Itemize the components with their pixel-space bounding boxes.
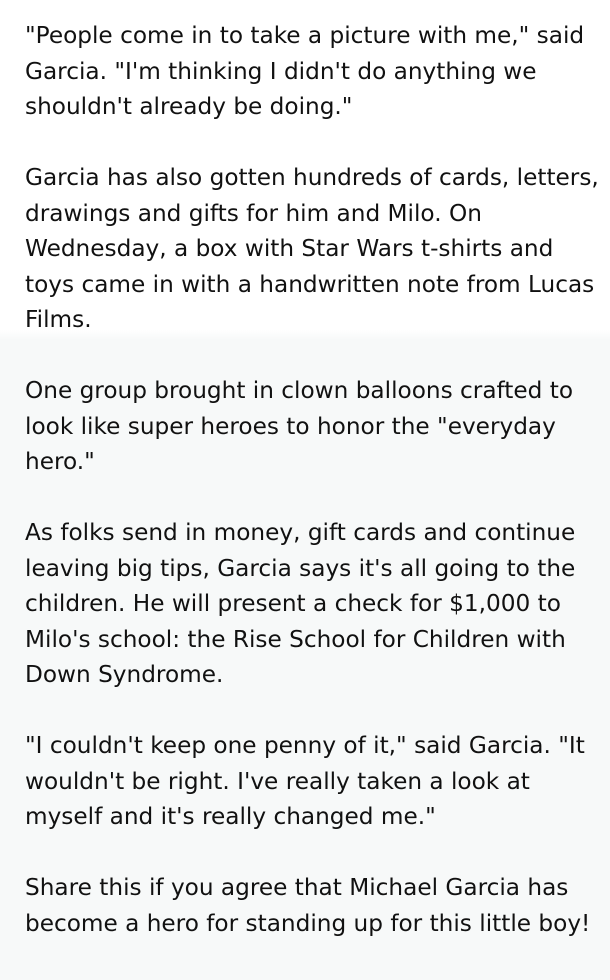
paragraph-picture-quote: "People come in to take a picture with me," said Garcia. "I'm thinking I didn't do anything we shouldn't already be doing.": [25, 22, 585, 120]
paragraph-penny-quote: "I couldn't keep one penny of it," said Garcia. "It wouldn't be right. I've really taken a look at myself and it's really changed me.": [25, 732, 585, 830]
paragraph-donations: As folks send in money, gift cards and continue leaving big tips, Garcia says it's all going to the children. He will present a check for $1,000 to Milo's school: the Rise School for Children with Down Syndrome.: [25, 519, 576, 688]
paragraph-clown-balloons: One group brought in clown balloons crafted to look like super heroes to honor the "everyday hero.": [25, 377, 574, 475]
paragraph-cards-and-gifts: Garcia has also gotten hundreds of cards, letters, drawings and gifts for him and Milo. On Wednesday, a box with Star Wars t-shirts and toys came in with a handwritten note from Lucas Films.: [25, 164, 599, 333]
paragraph-share-call: Share this if you agree that Michael Garcia has become a hero for standing up for this little boy!: [25, 874, 591, 937]
article-body: [25, 18, 605, 941]
